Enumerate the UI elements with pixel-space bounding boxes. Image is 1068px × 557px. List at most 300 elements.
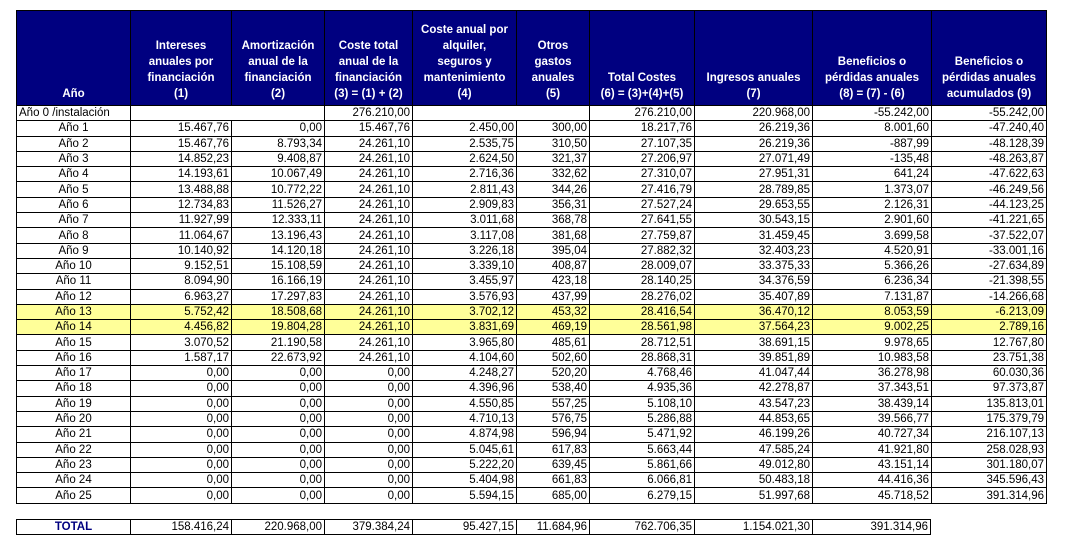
table-cell: 3.699,58 xyxy=(813,228,932,243)
table-cell: -135,48 xyxy=(813,151,932,166)
table-cell: 5.471,92 xyxy=(590,427,695,442)
table-cell: 520,20 xyxy=(517,366,590,381)
header-line: Coste anual por xyxy=(421,24,508,36)
table-cell: 6.066,81 xyxy=(590,473,695,488)
table-cell: 14.193,61 xyxy=(131,167,232,182)
header-line: (3) = (1) + (2) xyxy=(334,88,403,100)
row-label: Año 25 xyxy=(17,488,131,503)
table-cell: 4.520,91 xyxy=(813,243,932,258)
table-cell: 332,62 xyxy=(517,167,590,182)
table-cell: 344,26 xyxy=(517,182,590,197)
table-cell: 321,37 xyxy=(517,151,590,166)
column-header xyxy=(131,11,232,106)
table-cell: 5.108,10 xyxy=(590,396,695,411)
table-cell: 135.813,01 xyxy=(932,396,1047,411)
table-cell: 3.702,12 xyxy=(413,304,517,319)
table-row xyxy=(17,197,1047,212)
table-cell: 5.861,66 xyxy=(590,457,695,472)
table-cell: 27.759,87 xyxy=(590,228,695,243)
table-cell: 300,00 xyxy=(517,121,590,136)
table-cell: -33.001,16 xyxy=(932,243,1047,258)
table-cell: 32.403,23 xyxy=(695,243,813,258)
table-cell: -14.266,68 xyxy=(932,289,1047,304)
table-cell: 0,00 xyxy=(325,473,413,488)
row-label: Año 7 xyxy=(17,213,131,228)
header-line: Beneficios o xyxy=(954,56,1024,68)
table-cell: 3.226,18 xyxy=(413,243,517,258)
table-cell: 423,18 xyxy=(517,274,590,289)
table-cell: 6.236,34 xyxy=(813,274,932,289)
table-cell: 28.868,31 xyxy=(590,350,695,365)
row-label: Año 6 xyxy=(17,197,131,212)
table-cell: 3.339,10 xyxy=(413,258,517,273)
table-cell: 10.983,58 xyxy=(813,350,932,365)
table-cell: 12.333,11 xyxy=(232,213,325,228)
table-cell: 41.921,80 xyxy=(813,442,932,457)
table-cell: 0,00 xyxy=(232,396,325,411)
spreadsheet-area xyxy=(16,10,1046,535)
table-cell: 24.261,10 xyxy=(325,213,413,228)
row-label: Año 14 xyxy=(17,320,131,335)
header-line: mantenimiento xyxy=(423,72,506,84)
header-line: (4) xyxy=(457,88,472,100)
table-cell: 8.053,59 xyxy=(813,304,932,319)
table-cell: 5.594,15 xyxy=(413,488,517,503)
table-cell: 4.550,85 xyxy=(413,396,517,411)
table-cell: 175.379,79 xyxy=(932,411,1047,426)
table-cell: 26.219,36 xyxy=(695,136,813,151)
table-cell: 368,78 xyxy=(517,213,590,228)
table-cell: -21.398,55 xyxy=(932,274,1047,289)
table-cell: 639,45 xyxy=(517,457,590,472)
table-cell xyxy=(131,106,232,121)
table-cell: 2.716,36 xyxy=(413,167,517,182)
table-cell: 24.261,10 xyxy=(325,274,413,289)
table-cell: 661,83 xyxy=(517,473,590,488)
table-cell: 5.404,98 xyxy=(413,473,517,488)
table-cell: 3.576,93 xyxy=(413,289,517,304)
table-cell: 43.151,14 xyxy=(813,457,932,472)
table-cell: -27.634,89 xyxy=(932,258,1047,273)
table-cell: 576,75 xyxy=(517,411,590,426)
table-cell: 5.286,88 xyxy=(590,411,695,426)
table-cell: 11.064,67 xyxy=(131,228,232,243)
table-cell: 27.641,55 xyxy=(590,213,695,228)
table-cell: 437,99 xyxy=(517,289,590,304)
table-cell: 0,00 xyxy=(131,366,232,381)
table-row xyxy=(17,427,1047,442)
table-cell: 0,00 xyxy=(131,381,232,396)
row-label: Año 8 xyxy=(17,228,131,243)
table-cell: 26.219,36 xyxy=(695,121,813,136)
table-row xyxy=(17,457,1047,472)
table-cell: 28.009,07 xyxy=(590,258,695,273)
header-line: Total Costes xyxy=(607,72,677,84)
table-cell: 10.140,92 xyxy=(131,243,232,258)
row-label: Año 21 xyxy=(17,427,131,442)
table-cell: 0,00 xyxy=(131,427,232,442)
total-cell: 762.706,35 xyxy=(590,519,695,534)
table-cell: 35.407,89 xyxy=(695,289,813,304)
totals-row xyxy=(17,519,931,534)
table-cell: 37.343,51 xyxy=(813,381,932,396)
header-line: (8) = (7) - (6) xyxy=(839,88,905,100)
row-label: Año 22 xyxy=(17,442,131,457)
table-cell: 18.217,76 xyxy=(590,121,695,136)
table-cell: 0,00 xyxy=(325,411,413,426)
table-cell: 391.314,96 xyxy=(932,488,1047,503)
header-line: (2) xyxy=(270,88,286,100)
table-cell: -41.221,65 xyxy=(932,213,1047,228)
table-cell xyxy=(232,106,325,121)
table-cell: 49.012,80 xyxy=(695,457,813,472)
table-row xyxy=(17,258,1047,273)
table-cell: 34.376,59 xyxy=(695,274,813,289)
table-cell: 0,00 xyxy=(131,457,232,472)
table-cell: 2.535,75 xyxy=(413,136,517,151)
table-cell: 10.772,22 xyxy=(232,182,325,197)
row-label: Año 19 xyxy=(17,396,131,411)
table-cell: 0,00 xyxy=(232,411,325,426)
table-cell: 45.718,52 xyxy=(813,488,932,503)
table-cell: 21.190,58 xyxy=(232,335,325,350)
table-cell: 0,00 xyxy=(131,488,232,503)
table-cell: 4.710,13 xyxy=(413,411,517,426)
header-line: anuales xyxy=(531,72,575,84)
header-line: (1) xyxy=(173,88,189,100)
table-cell: 685,00 xyxy=(517,488,590,503)
header-line: Otros xyxy=(537,40,569,52)
table-cell: 0,00 xyxy=(325,488,413,503)
table-cell: 8.094,90 xyxy=(131,274,232,289)
table-cell xyxy=(517,106,590,121)
table-cell: 97.373,87 xyxy=(932,381,1047,396)
table-cell: 60.030,36 xyxy=(932,366,1047,381)
table-cell: 6.279,15 xyxy=(590,488,695,503)
table-cell: 276.210,00 xyxy=(325,106,413,121)
table-cell: 28.561,98 xyxy=(590,320,695,335)
table-cell: 220.968,00 xyxy=(695,106,813,121)
table-cell: 0,00 xyxy=(232,381,325,396)
table-cell: 356,31 xyxy=(517,197,590,212)
table-cell: 24.261,10 xyxy=(325,243,413,258)
table-cell: 28.276,02 xyxy=(590,289,695,304)
total-cell: 391.314,96 xyxy=(813,519,931,534)
header-line: Intereses xyxy=(155,40,207,52)
table-cell: 24.261,10 xyxy=(325,335,413,350)
table-cell: 24.261,10 xyxy=(325,350,413,365)
header-line: anuales por xyxy=(148,56,214,68)
table-cell: 2.789,16 xyxy=(932,320,1047,335)
table-cell: 47.585,24 xyxy=(695,442,813,457)
table-cell: 24.261,10 xyxy=(325,136,413,151)
table-cell: -48.263,87 xyxy=(932,151,1047,166)
header-line: gastos xyxy=(534,56,572,68)
table-row xyxy=(17,106,1047,121)
table-cell: 28.789,85 xyxy=(695,182,813,197)
table-cell: 40.727,34 xyxy=(813,427,932,442)
table-row xyxy=(17,167,1047,182)
table-cell: 36.278,98 xyxy=(813,366,932,381)
column-header xyxy=(232,11,325,106)
table-cell: 469,19 xyxy=(517,320,590,335)
table-cell: -47.622,63 xyxy=(932,167,1047,182)
table-cell: 24.261,10 xyxy=(325,151,413,166)
table-row xyxy=(17,473,1047,488)
table-cell: 453,32 xyxy=(517,304,590,319)
table-cell: 42.278,87 xyxy=(695,381,813,396)
totals-table xyxy=(16,519,931,535)
table-cell: 8.001,60 xyxy=(813,121,932,136)
table-cell: 0,00 xyxy=(131,473,232,488)
header-line: (6) = (3)+(4)+(5) xyxy=(600,88,684,100)
total-cell: 158.416,24 xyxy=(131,519,232,534)
table-cell: 310,50 xyxy=(517,136,590,151)
table-cell: -47.240,40 xyxy=(932,121,1047,136)
header-line: acumulados (9) xyxy=(946,88,1032,100)
table-cell: 24.261,10 xyxy=(325,182,413,197)
table-cell: 301.180,07 xyxy=(932,457,1047,472)
table-cell: 2.450,00 xyxy=(413,121,517,136)
table-cell: 538,40 xyxy=(517,381,590,396)
column-header xyxy=(932,11,1047,106)
header-line: anual de la xyxy=(248,56,308,68)
table-cell: 19.804,28 xyxy=(232,320,325,335)
table-cell: 9.978,65 xyxy=(813,335,932,350)
table-cell: 641,24 xyxy=(813,167,932,182)
table-row xyxy=(17,320,1047,335)
table-row xyxy=(17,243,1047,258)
table-cell: 18.508,68 xyxy=(232,304,325,319)
table-cell: 4.768,46 xyxy=(590,366,695,381)
table-cell: 3.070,52 xyxy=(131,335,232,350)
table-cell: 408,87 xyxy=(517,258,590,273)
table-cell: 38.439,14 xyxy=(813,396,932,411)
table-cell: 9.408,87 xyxy=(232,151,325,166)
table-row xyxy=(17,182,1047,197)
table-cell: 15.467,76 xyxy=(325,121,413,136)
table-cell: 5.222,20 xyxy=(413,457,517,472)
row-label: Año 16 xyxy=(17,350,131,365)
row-label: Año 12 xyxy=(17,289,131,304)
table-cell: 28.416,54 xyxy=(590,304,695,319)
table-row xyxy=(17,151,1047,166)
total-cell: 1.154.021,30 xyxy=(695,519,813,534)
header-line: Beneficios o xyxy=(837,56,907,68)
row-label: Año 9 xyxy=(17,243,131,258)
table-cell: 24.261,10 xyxy=(325,289,413,304)
table-cell: 0,00 xyxy=(325,457,413,472)
table-cell: 2.811,43 xyxy=(413,182,517,197)
table-row xyxy=(17,396,1047,411)
total-cell: 11.684,96 xyxy=(517,519,590,534)
table-cell: 5.752,42 xyxy=(131,304,232,319)
header-line: financiación xyxy=(334,72,403,84)
table-row xyxy=(17,136,1047,151)
cost-benefit-table xyxy=(16,10,1047,504)
table-cell: 6.963,27 xyxy=(131,289,232,304)
table-cell: 22.673,92 xyxy=(232,350,325,365)
table-cell: 3.831,69 xyxy=(413,320,517,335)
header-line: seguros y xyxy=(437,56,492,68)
row-label: Año 0 /instalación xyxy=(17,106,131,121)
table-cell: 31.459,45 xyxy=(695,228,813,243)
column-header xyxy=(695,11,813,106)
total-cell: 220.968,00 xyxy=(232,519,325,534)
total-cell: 95.427,15 xyxy=(413,519,517,534)
table-cell: 24.261,10 xyxy=(325,320,413,335)
table-cell: 0,00 xyxy=(232,427,325,442)
row-label: Año 23 xyxy=(17,457,131,472)
table-cell: 0,00 xyxy=(232,488,325,503)
table-cell: 29.653,55 xyxy=(695,197,813,212)
header-line: pérdidas anuales xyxy=(942,72,1036,84)
table-cell: 27.882,32 xyxy=(590,243,695,258)
row-label: Año 10 xyxy=(17,258,131,273)
table-cell: 27.206,97 xyxy=(590,151,695,166)
header-line: pérdidas anuales xyxy=(825,72,919,84)
table-cell: -6.213,09 xyxy=(932,304,1047,319)
table-cell: 24.261,10 xyxy=(325,167,413,182)
table-cell: -887,99 xyxy=(813,136,932,151)
table-cell: 41.047,44 xyxy=(695,366,813,381)
table-cell: 12.734,83 xyxy=(131,197,232,212)
header-line: Año xyxy=(62,88,85,100)
table-cell: -48.128,39 xyxy=(932,136,1047,151)
table-cell: 44.853,65 xyxy=(695,411,813,426)
table-cell: 9.152,51 xyxy=(131,258,232,273)
table-cell: 4.396,96 xyxy=(413,381,517,396)
row-label: Año 20 xyxy=(17,411,131,426)
total-label: TOTAL xyxy=(17,519,131,534)
table-cell: 0,00 xyxy=(325,396,413,411)
row-label: Año 17 xyxy=(17,366,131,381)
table-cell: -44.123,25 xyxy=(932,197,1047,212)
table-row xyxy=(17,488,1047,503)
table-cell: 13.196,43 xyxy=(232,228,325,243)
header-line: financiación xyxy=(244,72,312,84)
table-cell: 27.527,24 xyxy=(590,197,695,212)
table-cell: 2.126,31 xyxy=(813,197,932,212)
table-cell: 276.210,00 xyxy=(590,106,695,121)
table-row xyxy=(17,274,1047,289)
table-cell xyxy=(413,106,517,121)
header-line: (7) xyxy=(746,88,761,100)
row-label: Año 2 xyxy=(17,136,131,151)
table-cell: 27.071,49 xyxy=(695,151,813,166)
table-cell: 27.107,35 xyxy=(590,136,695,151)
row-label: Año 15 xyxy=(17,335,131,350)
table-cell: 24.261,10 xyxy=(325,258,413,273)
header-line: Amortización xyxy=(241,40,315,52)
column-header xyxy=(813,11,932,106)
table-cell: 4.456,82 xyxy=(131,320,232,335)
header-line: (5) xyxy=(545,88,561,100)
column-header xyxy=(17,11,131,106)
table-cell: 4.935,36 xyxy=(590,381,695,396)
table-cell: 33.375,33 xyxy=(695,258,813,273)
table-row xyxy=(17,213,1047,228)
table-row xyxy=(17,442,1047,457)
row-label: Año 3 xyxy=(17,151,131,166)
header-line: Coste total xyxy=(338,40,399,52)
table-cell: 10.067,49 xyxy=(232,167,325,182)
table-cell: 17.297,83 xyxy=(232,289,325,304)
table-cell: 9.002,25 xyxy=(813,320,932,335)
column-header xyxy=(590,11,695,106)
table-cell: 39.566,77 xyxy=(813,411,932,426)
table-cell: 0,00 xyxy=(232,457,325,472)
table-cell: 216.107,13 xyxy=(932,427,1047,442)
table-cell: 345.596,43 xyxy=(932,473,1047,488)
table-cell: 28.140,25 xyxy=(590,274,695,289)
row-label: Año 24 xyxy=(17,473,131,488)
table-cell: 5.366,26 xyxy=(813,258,932,273)
table-cell: 37.564,23 xyxy=(695,320,813,335)
table-cell: 0,00 xyxy=(131,411,232,426)
row-label: Año 13 xyxy=(17,304,131,319)
header-line: anual de la xyxy=(338,56,399,68)
table-cell: 4.874,98 xyxy=(413,427,517,442)
table-cell: 617,83 xyxy=(517,442,590,457)
table-cell: 502,60 xyxy=(517,350,590,365)
table-cell: 5.045,61 xyxy=(413,442,517,457)
table-cell: 3.455,97 xyxy=(413,274,517,289)
table-cell: 3.965,80 xyxy=(413,335,517,350)
table-cell: 0,00 xyxy=(232,442,325,457)
table-cell: 44.416,36 xyxy=(813,473,932,488)
table-cell: 15.467,76 xyxy=(131,136,232,151)
table-cell: 13.488,88 xyxy=(131,182,232,197)
table-cell: 23.751,38 xyxy=(932,350,1047,365)
table-cell: 7.131,87 xyxy=(813,289,932,304)
table-cell: 0,00 xyxy=(325,442,413,457)
table-cell: 14.120,18 xyxy=(232,243,325,258)
table-row xyxy=(17,381,1047,396)
table-cell: -55.242,00 xyxy=(932,106,1047,121)
column-header xyxy=(517,11,590,106)
table-cell: 12.767,80 xyxy=(932,335,1047,350)
table-cell: 557,25 xyxy=(517,396,590,411)
table-cell: 16.166,19 xyxy=(232,274,325,289)
table-cell: 11.927,99 xyxy=(131,213,232,228)
table-cell: 43.547,23 xyxy=(695,396,813,411)
table-row xyxy=(17,350,1047,365)
table-cell: 0,00 xyxy=(232,473,325,488)
table-cell: 24.261,10 xyxy=(325,304,413,319)
table-cell: -46.249,56 xyxy=(932,182,1047,197)
table-cell: 50.483,18 xyxy=(695,473,813,488)
table-cell: 0,00 xyxy=(325,381,413,396)
table-cell: 596,94 xyxy=(517,427,590,442)
table-cell: 27.951,31 xyxy=(695,167,813,182)
table-cell: 38.691,15 xyxy=(695,335,813,350)
table-cell: 8.793,34 xyxy=(232,136,325,151)
table-cell: 46.199,26 xyxy=(695,427,813,442)
column-header xyxy=(325,11,413,106)
table-cell: 0,00 xyxy=(325,427,413,442)
table-cell: 2.624,50 xyxy=(413,151,517,166)
row-label: Año 5 xyxy=(17,182,131,197)
table-cell: 0,00 xyxy=(131,396,232,411)
table-cell: -37.522,07 xyxy=(932,228,1047,243)
table-cell: 14.852,23 xyxy=(131,151,232,166)
table-cell: 39.851,89 xyxy=(695,350,813,365)
table-row xyxy=(17,304,1047,319)
column-header xyxy=(413,11,517,106)
header-line: alquiler, xyxy=(442,40,487,52)
row-label: Año 4 xyxy=(17,167,131,182)
